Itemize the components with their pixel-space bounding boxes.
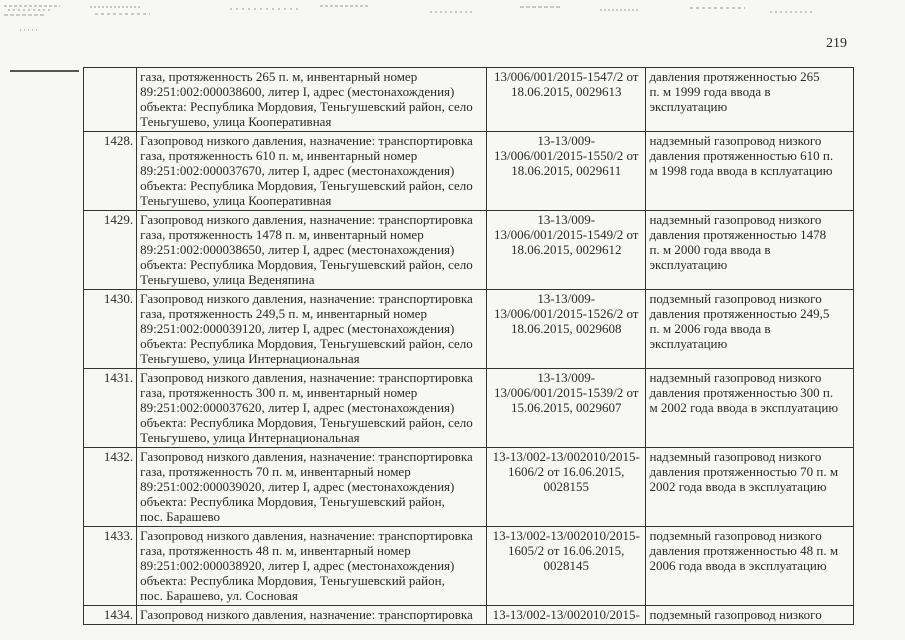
table-row [84, 211, 854, 290]
object-characteristics: давления протяженностью 265 п. м 1999 года ввода в эксплуатацию [646, 68, 854, 132]
table-row [84, 606, 854, 625]
row-number: 1430. [84, 290, 137, 369]
row-number: 1429. [84, 211, 137, 290]
row-number: 1432. [84, 448, 137, 527]
registration-record: 13-13/009- 13/006/001/2015-1549/2 от 18.06.2015, 0029612 [487, 211, 646, 290]
margin-mark [10, 70, 45, 72]
object-characteristics: надземный газопровод низкого давления протяженностью 300 п. м 2002 года ввода в эксплуатацию [646, 369, 854, 448]
row-number: 1428. [84, 132, 137, 211]
object-characteristics: надземный газопровод низкого давления протяженностью 1478 п. м 2000 года ввода в эксплуатацию [646, 211, 854, 290]
registration-record: 13-13/002-13/002010/2015- 1606/2 от 16.06.2015, 0028155 [487, 448, 646, 527]
object-description: газа, протяженность 265 п. м, инвентарный номер 89:251:002:000038600, литер I, адрес (местонахождения) объекта: Республика Мордовия, Теньгушевский район, село Теньгушево, улица Кооперативная [137, 68, 487, 132]
table-row [84, 290, 854, 369]
object-characteristics: подземный газопровод низкого давления протяженностью 48 п. м 2006 года ввода в эксплуатацию [646, 527, 854, 606]
property-register-table [83, 67, 854, 625]
registration-record: 13-13/009- 13/006/001/2015-1539/2 от 15.06.2015, 0029607 [487, 369, 646, 448]
registration-record: 13-13/002-13/002010/2015- [487, 606, 646, 625]
object-characteristics: подземный газопровод низкого [646, 606, 854, 625]
row-number [84, 68, 137, 132]
table-row [84, 448, 854, 527]
object-characteristics: надземный газопровод низкого давления протяженностью 70 п. м 2002 года ввода в эксплуатацию [646, 448, 854, 527]
object-description: Газопровод низкого давления, назначение: транспортировка газа, протяженность 610 п. м, инвентарный номер 89:251:002:000037670, литер I, адрес (местонахождения) объекта: Республика Мордовия, Теньгушевский район, село Теньгушево, улица Кооперативная [137, 132, 487, 211]
registration-record: 13-13/002-13/002010/2015- 1605/2 от 16.06.2015, 0028145 [487, 527, 646, 606]
object-characteristics: подземный газопровод низкого давления протяженностью 249,5 п. м 2006 года ввода в эксплуатацию [646, 290, 854, 369]
registration-record: 13-13/009- 13/006/001/2015-1550/2 от 18.06.2015, 0029611 [487, 132, 646, 211]
object-description: Газопровод низкого давления, назначение: транспортировка [137, 606, 487, 625]
scan-noise [0, 0, 905, 60]
object-description: Газопровод низкого давления, назначение: транспортировка газа, протяженность 1478 п. м, инвентарный номер 89:251:002:000038650, литер I, адрес (местонахождения) объекта: Республика Мордовия, Теньгушевский район, село Теньгушево, улица Веденяпина [137, 211, 487, 290]
row-number: 1431. [84, 369, 137, 448]
row-number: 1434. [84, 606, 137, 625]
object-description: Газопровод низкого давления, назначение: транспортировка газа, протяженность 249,5 п. м, инвентарный номер 89:251:002:000039120, литер I, адрес (местонахождения) объекта: Республика Мордовия, Теньгушевский район, село Теньгушево, улица Интернациональная [137, 290, 487, 369]
registration-record: 13-13/009- 13/006/001/2015-1526/2 от 18.06.2015, 0029608 [487, 290, 646, 369]
table-row [84, 369, 854, 448]
object-description: Газопровод низкого давления, назначение: транспортировка газа, протяженность 300 п. м, инвентарный номер 89:251:002:000037620, литер I, адрес (местонахождения) объекта: Республика Мордовия, Теньгушевский район, село Теньгушево, улица Интернациональная [137, 369, 487, 448]
row-number: 1433. [84, 527, 137, 606]
table-row [84, 132, 854, 211]
page-number: 219 [826, 36, 847, 51]
object-description: Газопровод низкого давления, назначение: транспортировка газа, протяженность 70 п. м, инвентарный номер 89:251:002:000039020, литер I, адрес (местонахождения) объекта: Республика Мордовия, Теньгушевский район, пос. Барашево [137, 448, 487, 527]
object-characteristics: надземный газопровод низкого давления протяженностью 610 п. м 1998 года ввода в ксплуатацию [646, 132, 854, 211]
table-row [84, 68, 854, 132]
object-description: Газопровод низкого давления, назначение: транспортировка газа, протяженность 48 п. м, инвентарный номер 89:251:002:000038920, литер I, адрес (местонахождения) объекта: Республика Мордовия, Теньгушевский район, пос. Барашево, ул. Сосновая [137, 527, 487, 606]
table-row [84, 527, 854, 606]
margin-mark [44, 70, 79, 72]
registration-record: 13/006/001/2015-1547/2 от 18.06.2015, 0029613 [487, 68, 646, 132]
